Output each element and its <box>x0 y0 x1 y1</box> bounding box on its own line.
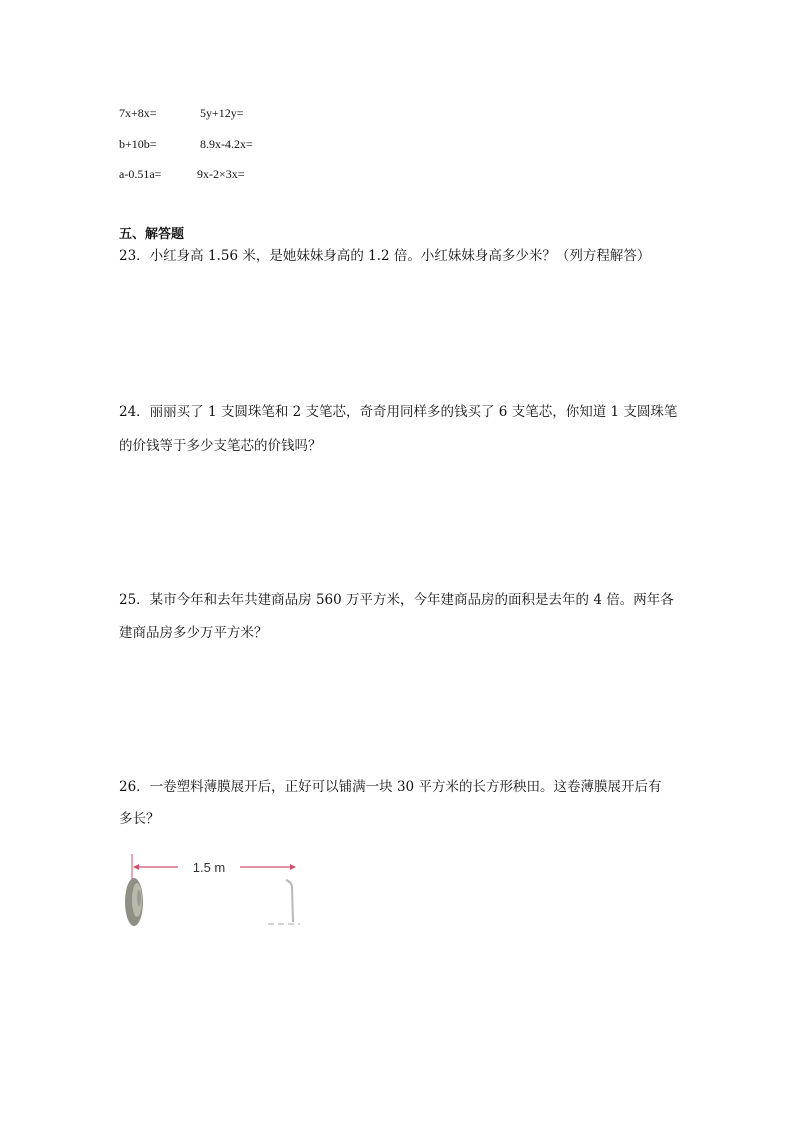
expression-row-2-left: b+10b= <box>119 137 157 151</box>
question-26-text-line-1: 26．一卷塑料薄膜展开后，正好可以铺满一块 30 平方米的长方形秧田。这卷薄膜展开后有 <box>119 779 662 795</box>
question-25-text-line-2: 建商品房多少万平方米？ <box>119 625 268 641</box>
dimension-arrowhead-right <box>290 864 296 870</box>
expression-row-3-right: 9x-2×3x= <box>197 167 245 181</box>
expression-row-1-left: 7x+8x= <box>119 106 157 120</box>
question-25-text-line-1: 25．某市今年和去年共建商品房 560 万平方米，今年建商品房的面积是去年的 4 倍。两年各 <box>119 592 674 608</box>
expression-row-3-left: a-0.51a= <box>119 167 162 181</box>
expression-row-1-right: 5y+12y= <box>200 106 244 120</box>
question-24-text-line-2: 的价钱等于多少支笔芯的价钱吗？ <box>119 438 322 454</box>
film-roll-figure <box>118 850 318 932</box>
film-right-edge <box>286 880 293 922</box>
question-24-text-line-1: 24．丽丽买了 1 支圆珠笔和 2 支笔芯，奇奇用同样多的钱买了 6 支笔芯，你知道 1 支圆珠笔 <box>119 404 678 420</box>
question-23-text: 23．小红身高 1.56 米，是她妹妹身高的 1.2 倍。小红妹妹身高多少米？（列方程解答） <box>119 248 651 264</box>
expression-row-2-right: 8.9x-4.2x= <box>200 137 253 151</box>
dimension-label: 1.5 m <box>192 860 226 875</box>
section-heading: 五、解答题 <box>119 227 185 242</box>
question-26-text-line-2: 多长？ <box>119 811 160 827</box>
film-roll-illustration <box>118 850 318 932</box>
roll-core <box>137 890 141 906</box>
dimension-arrowhead-left <box>133 864 139 870</box>
